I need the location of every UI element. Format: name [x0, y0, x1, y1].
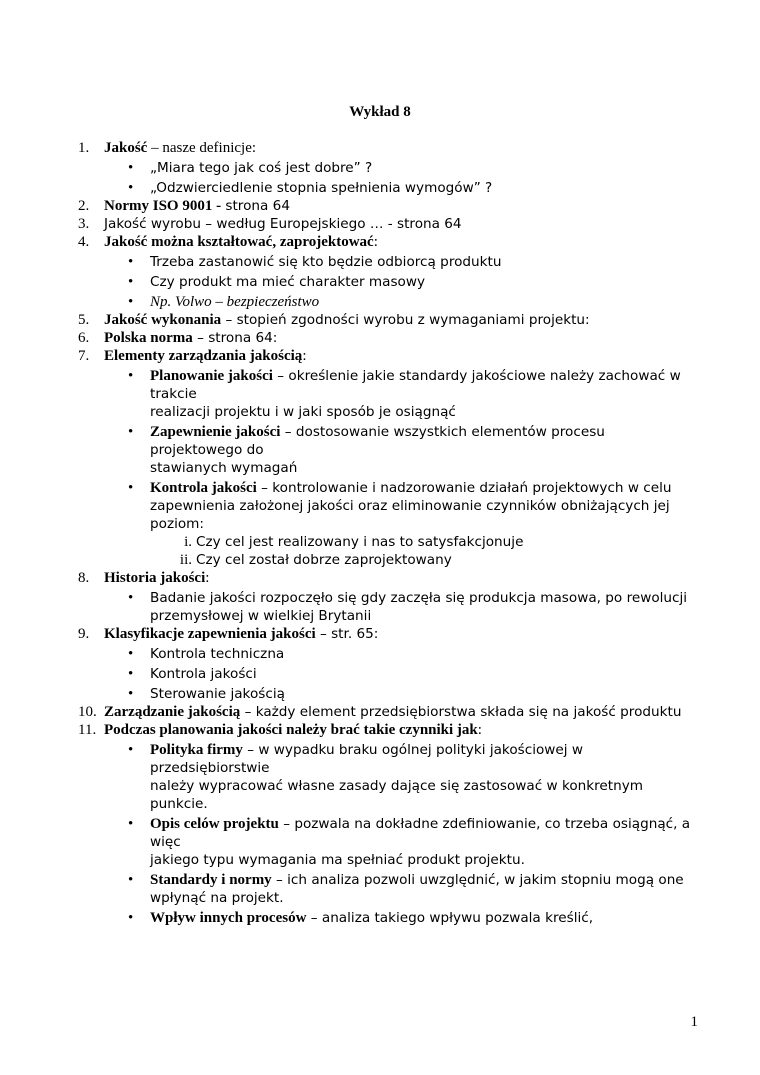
roman-number: i.	[184, 534, 192, 550]
item-heading: Jakość	[104, 140, 148, 156]
item-heading: Historia jakości	[104, 570, 206, 586]
bullet-icon: •	[128, 368, 134, 384]
sub-item	[128, 741, 698, 813]
sub-item-text: – ich analiza pozwoli uwzględnić, w jakim stopniu mogą one	[271, 872, 684, 888]
sub-item-text: Czy produkt ma mieć charakter masowy	[150, 274, 426, 290]
list-item	[78, 215, 698, 233]
item-heading: Normy ISO 9001 -	[104, 198, 222, 214]
sub-item	[128, 909, 698, 927]
item-text: – każdy element przedsiębiorstwa składa się na jakość produktu	[240, 704, 682, 720]
sub-item-heading: Opis celów projektu	[150, 816, 279, 832]
sub-item	[128, 159, 698, 177]
roman-item-text: Czy cel został dobrze zaprojektowany	[196, 552, 452, 568]
item-text: strona 64	[221, 198, 290, 214]
sub-item-heading: Kontrola jakości	[150, 480, 257, 496]
sub-item	[128, 253, 698, 271]
sub-item-text: Badanie jakości rozpoczęło się gdy zaczęła się produkcja masowa, po rewolucji	[150, 590, 688, 606]
sub-item-text-cont: zapewnienia założonej jakości oraz eliminowanie czynników obniżających jej poziom:	[150, 498, 670, 532]
list-item	[78, 703, 698, 721]
roman-number: ii.	[179, 552, 192, 568]
list-item	[78, 311, 698, 329]
item-heading: Klasyfikacje zapewnienia jakości	[104, 626, 316, 642]
bullet-icon: •	[128, 180, 134, 196]
sub-item-text-cont: jakiego typu wymagania ma spełniać produkt projektu.	[150, 852, 525, 868]
item-number: 5.	[78, 312, 90, 328]
sub-item	[128, 871, 698, 907]
item-heading: Jakość można kształtować, zaprojektować	[104, 234, 374, 250]
sub-item-text: – kontrolowanie i nadzorowanie działań projektowych w celu	[256, 480, 672, 496]
sub-item-text: – dostosowanie wszystkich elementów procesu projektowego do	[150, 424, 605, 458]
sub-item-text: Trzeba zastanowić się kto będzie odbiorcą produktu	[150, 254, 502, 270]
item-text: – stopień zgodności wyrobu z wymaganiami projektu:	[221, 312, 590, 328]
bullet-icon: •	[128, 816, 134, 832]
item-number: 1.	[78, 140, 90, 156]
page-number: 1	[690, 1014, 698, 1030]
item-text: :	[477, 722, 482, 738]
sub-item-text-cont: stawianych wymagań	[150, 460, 298, 476]
roman-item	[184, 533, 698, 551]
sub-item-text: – pozwala na dokładne zdefiniowanie, co trzeba osiągnąć, a więc	[150, 816, 691, 850]
item-text: :	[302, 348, 307, 364]
item-heading: Podczas planowania jakości należy brać takie czynniki jak	[104, 722, 478, 738]
bullet-icon: •	[128, 424, 134, 440]
bullet-icon: •	[128, 294, 134, 310]
item-text: – str. 65:	[315, 626, 379, 642]
sub-item	[128, 423, 698, 477]
list-item	[78, 233, 698, 251]
item-number: 3.	[78, 216, 90, 232]
item-number: 4.	[78, 234, 90, 250]
sub-item-text-cont: przemysłowej w wielkiej Brytanii	[150, 608, 372, 624]
roman-item	[179, 551, 698, 569]
list-item	[78, 347, 698, 365]
item-number: 11.	[78, 722, 97, 738]
sub-item	[128, 367, 698, 421]
item-number: 6.	[78, 330, 90, 346]
sub-item	[128, 293, 698, 311]
sub-item-heading: Zapewnienie jakości	[150, 424, 281, 440]
sub-item-text: „Odzwierciedlenie stopnia spełnienia wymogów” ?	[150, 180, 493, 196]
list-item	[78, 721, 698, 739]
bullet-icon: •	[128, 666, 134, 682]
bullet-icon: •	[128, 686, 134, 702]
item-text: – nasze definicje:	[147, 140, 257, 156]
sub-item	[128, 273, 698, 291]
item-number: 9.	[78, 626, 90, 642]
sub-item-text: Sterowanie jakością	[150, 686, 285, 702]
sub-item-text: – analiza takiego wpływu pozwala kreślić,	[306, 910, 594, 926]
sub-item	[128, 645, 698, 663]
sub-item	[128, 179, 698, 197]
item-number: 8.	[78, 570, 90, 586]
bullet-icon: •	[128, 274, 134, 290]
bullet-icon: •	[128, 254, 134, 270]
item-number: 7.	[78, 348, 90, 364]
list-item	[78, 569, 698, 587]
list-item	[78, 625, 698, 643]
sub-item	[128, 589, 698, 625]
page-title: Wykład 8	[349, 104, 411, 120]
sub-item-heading: Planowanie jakości	[150, 368, 273, 384]
bullet-icon: •	[128, 590, 134, 606]
sub-item	[128, 685, 698, 703]
bullet-icon: •	[128, 646, 134, 662]
item-number: 10.	[78, 704, 97, 720]
sub-item	[128, 665, 698, 683]
item-number: 2.	[78, 198, 90, 214]
sub-item-heading: Polityka firmy	[150, 742, 243, 758]
item-text: :	[205, 570, 210, 586]
item-text: Jakość wyrobu – według Europejskiego … - strona 64	[104, 216, 462, 232]
sub-item-text-cont: realizacji projektu i w jaki sposób je osiągnąć	[150, 404, 456, 420]
sub-item-text: „Miara tego jak coś jest dobre” ?	[150, 160, 373, 176]
lecture-outline	[78, 139, 698, 927]
sub-item	[128, 479, 698, 533]
sub-item-heading: Wpływ innych procesów	[150, 910, 307, 926]
bullet-icon: •	[128, 910, 134, 926]
list-item	[78, 139, 698, 157]
sub-item-text: – określenie jakie standardy jakościowe należy zachować w trakcie	[150, 368, 681, 402]
sub-item-text-cont: wpłynąć na projekt.	[150, 890, 284, 906]
sub-item-text-cont: należy wypracować własne zasady dające się zastosować w konkretnym punkcie.	[150, 778, 644, 812]
bullet-icon: •	[128, 160, 134, 176]
item-heading: Polska norma	[104, 330, 193, 346]
list-item	[78, 197, 698, 215]
roman-item-text: Czy cel jest realizowany i nas to satysfakcjonuje	[196, 534, 524, 550]
sub-item-text: Np. Volwo – bezpieczeństwo	[150, 294, 320, 310]
item-text: – strona 64:	[192, 330, 278, 346]
bullet-icon: •	[128, 742, 134, 758]
item-heading: Elementy zarządzania jakością	[104, 348, 303, 364]
item-text: :	[373, 234, 378, 250]
item-heading: Zarządzanie jakością	[104, 704, 241, 720]
list-item	[78, 329, 698, 347]
bullet-icon: •	[128, 480, 134, 496]
sub-item-text: Kontrola techniczna	[150, 646, 285, 662]
item-heading: Jakość wykonania	[104, 312, 222, 328]
sub-item-text: Kontrola jakości	[150, 666, 257, 682]
sub-item	[128, 815, 698, 869]
sub-item-text: – w wypadku braku ogólnej polityki jakościowej w przedsiębiorstwie	[150, 742, 583, 776]
bullet-icon: •	[128, 872, 134, 888]
sub-item-heading: Standardy i normy	[150, 872, 272, 888]
